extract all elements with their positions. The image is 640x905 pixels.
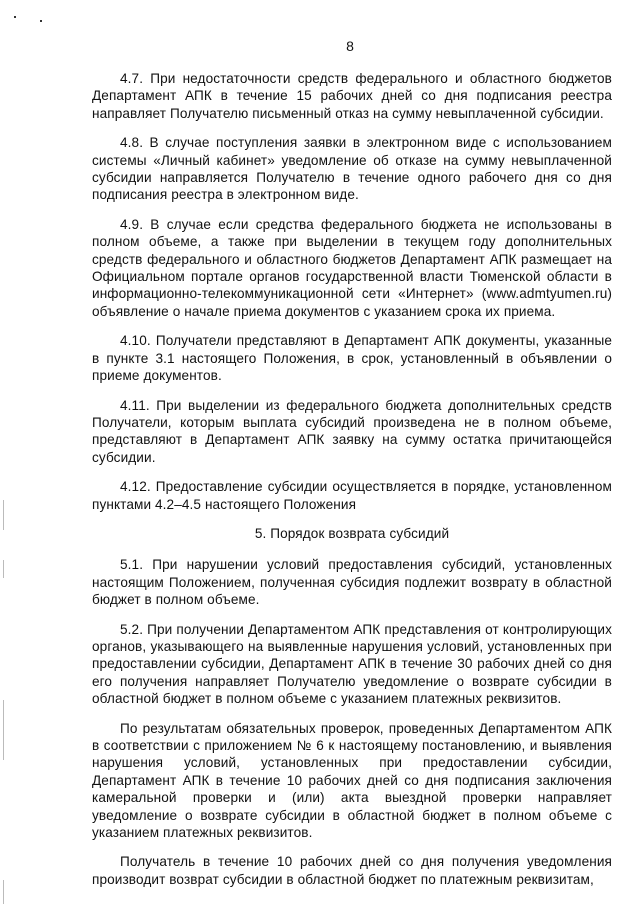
paragraph-5-2-inspections: По результатам обязательных проверок, проведенных Департаментом АПК в соответствии с приложением № 6 к настоящему постановлению, и выявления нарушения условий, установленных при предоставлении субсидии, Департамент АПК в течение 10 рабочих дней со дня подписания заключения камеральной проверки и (или) акта выездной проверки направляет уведомление о возврате субсидии в областной бюджет в полном объеме с указанием платежных реквизитов. — [92, 720, 612, 841]
paragraph-4-7: 4.7. При недостаточности средств федерального и областного бюджетов Департамент АПК в течение 15 рабочих дней со дня подписания реестра направляет Получателю письменный отказ на сумму невыплаченной субсидии. — [92, 71, 612, 121]
scan-speck — [40, 20, 42, 22]
document-body — [92, 70, 612, 900]
binding-edge — [3, 500, 4, 530]
paragraph-5-1: 5.1. При нарушении условий предоставления субсидий, установленных настоящим Положением, полученная субсидия подлежит возврату в областной бюджет в полном объеме. — [92, 557, 612, 608]
paragraph-5-2: 5.2. При получении Департаментом АПК представления от контролирующих органов, указывающего на выявленные нарушения условий, установленных при предоставлении субсидии, Департамент АПК в течение 30 рабочих дней со дня его получения направляет Получателю уведомление о возврате субсидии в областной бюджет в полном объеме с указанием платежных реквизитов. — [92, 621, 612, 707]
paragraph-5-2-refund: Получатель в течение 10 рабочих дней со дня получения уведомления производит возврат субсидии в областной бюджет по платежным реквизитам, — [92, 854, 612, 887]
paragraph-4-8: 4.8. В случае поступления заявки в электронном виде с использованием системы «Личный кабинет» уведомление об отказе на сумму невыплаченной субсидии направляется Получателю в течение одного рабочего дня со дня подписания реестра в электронном виде. — [92, 135, 612, 203]
paragraph-4-12: 4.12. Предоставление субсидии осуществляется в порядке, установленном пунктами 4.2–4.5 настоящего Положения — [92, 479, 612, 512]
paragraph-4-9: 4.9. В случае если средства федерального бюджета не использованы в полном объеме, а также при выделении в текущем году дополнительных средств федерального и областного бюджетов Департамент АПК размещает на Официальном портале органов государственной власти Тюменской области в информационно-телекоммуникационной сети «Интернет» (www.admtyumen.ru) объявление о начале приема документов с указанием срока их приема. — [92, 216, 612, 319]
section-heading: 5. Порядок возврата субсидий — [254, 525, 450, 541]
scan-speck — [14, 16, 16, 18]
paragraph-4-11: 4.11. При выделении из федерального бюджета дополнительных средств Получатели, которым выплата субсидий произведена не в полном объеме, представляют в Департамент АПК заявку на сумму остатка причитающейся субсидии. — [92, 397, 612, 465]
binding-edge — [3, 560, 4, 578]
page-number: 8 — [346, 38, 354, 54]
paragraph-4-10: 4.10. Получатели представляют в Департамент АПК документы, указанные в пункте 3.1 настоящего Положения, в срок, установленный в объявлении о приеме документов. — [92, 333, 612, 384]
binding-edge — [3, 880, 4, 904]
binding-edge — [3, 700, 4, 760]
